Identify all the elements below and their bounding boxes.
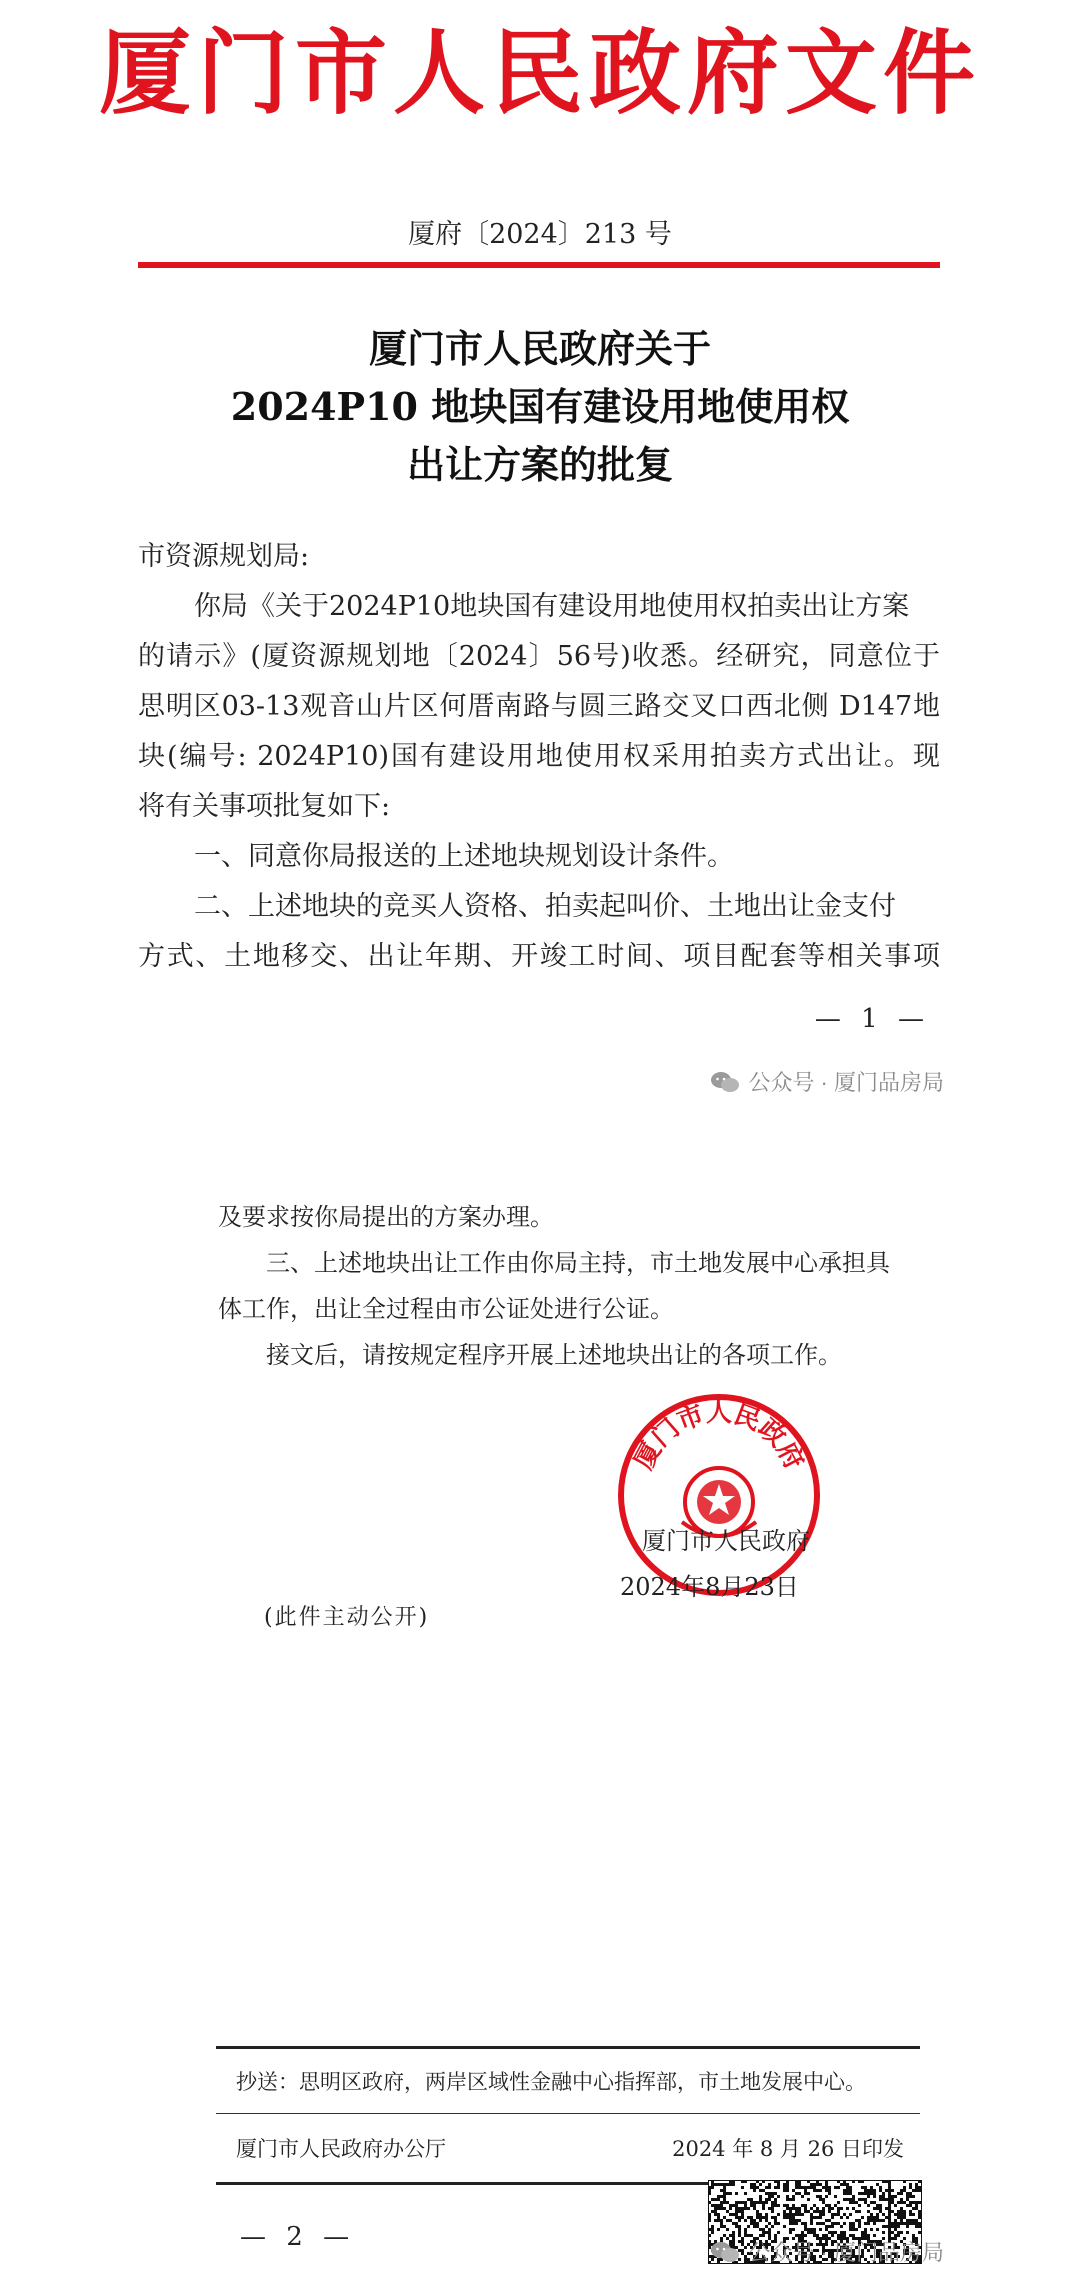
document-page-2 [0, 1110, 1080, 2290]
wechat-icon [710, 2241, 740, 2263]
signature-block [620, 1518, 860, 1610]
title-line: 出让方案的批复 [406, 442, 673, 487]
wechat-icon [710, 1071, 740, 1093]
signatory: 厦门市人民政府 [642, 1527, 810, 1555]
body-line: 方式、土地移交、出让年期、开竣工时间、项目配套等相关事项 [138, 941, 940, 972]
body-line: 一、同意你局报送的上述地块规划设计条件。 [194, 841, 734, 872]
body-line: 思明区03-13观音山片区何厝南路与圆三路交叉口西北侧 D147地 [138, 691, 940, 722]
document-number: 厦府〔2024〕213 号 [408, 219, 672, 250]
document-title [0, 320, 1080, 494]
body-line: 三、上述地块出让工作由你局主持，市土地发展中心承担具 [266, 1249, 890, 1277]
page-number: — 1 — [814, 1004, 930, 1034]
public-notice: (此件主动公开) [264, 1605, 430, 1630]
document-header: 厦门市人民政府文件 [98, 19, 981, 127]
body-line: 将有关事项批复如下: [138, 791, 391, 822]
body-line: 接文后，请按规定程序开展上述地块出让的各项工作。 [266, 1341, 842, 1369]
watermark [710, 2236, 944, 2267]
body-line: 你局《关于2024P10地块国有建设用地使用权拍卖出让方案 [194, 591, 910, 622]
seal-text: 厦门市人民政府 [628, 1398, 810, 1475]
issuing-office: 厦门市人民政府办公厅 [236, 2137, 446, 2161]
body-line: 的请示》(厦资源规划地〔2024〕56号)收悉。经研究，同意位于 [138, 641, 940, 672]
print-info [216, 2114, 920, 2182]
distribution-table [216, 2046, 920, 2185]
title-line: 厦门市人民政府关于 [368, 326, 711, 371]
red-divider [138, 262, 940, 268]
watermark [710, 1066, 944, 1097]
body-line: 及要求按你局提出的方案办理。 [218, 1203, 554, 1231]
sign-date: 2024年8月23日 [620, 1573, 799, 1601]
body-line: 块(编号: 2024P10)国有建设用地使用权采用拍卖方式出让。现 [138, 741, 940, 772]
addressee: 市资源规划局: [138, 541, 310, 572]
watermark-text: 公众号 · 厦门品房局 [748, 1070, 944, 1095]
watermark-text: 公众号 · 厦门品房局 [748, 2240, 944, 2265]
body-line: 二、上述地块的竞买人资格、拍卖起叫价、土地出让金支付 [194, 891, 896, 922]
title-line: 2024P10 地块国有建设用地使用权 [230, 384, 850, 429]
body-line: 体工作，出让全过程由市公证处进行公证。 [218, 1295, 674, 1323]
document-body [138, 532, 940, 982]
document-body [218, 1194, 890, 1378]
print-date: 2024 年 8 月 26 日印发 [672, 2137, 904, 2161]
cc-list: 抄送：思明区政府，两岸区域性金融中心指挥部，市土地发展中心。 [236, 2070, 866, 2094]
svg-text:厦门市人民政府 [629, 1398, 809, 1474]
page-number: — 2 — [240, 2222, 356, 2252]
document-page-1 [0, 0, 1080, 1110]
